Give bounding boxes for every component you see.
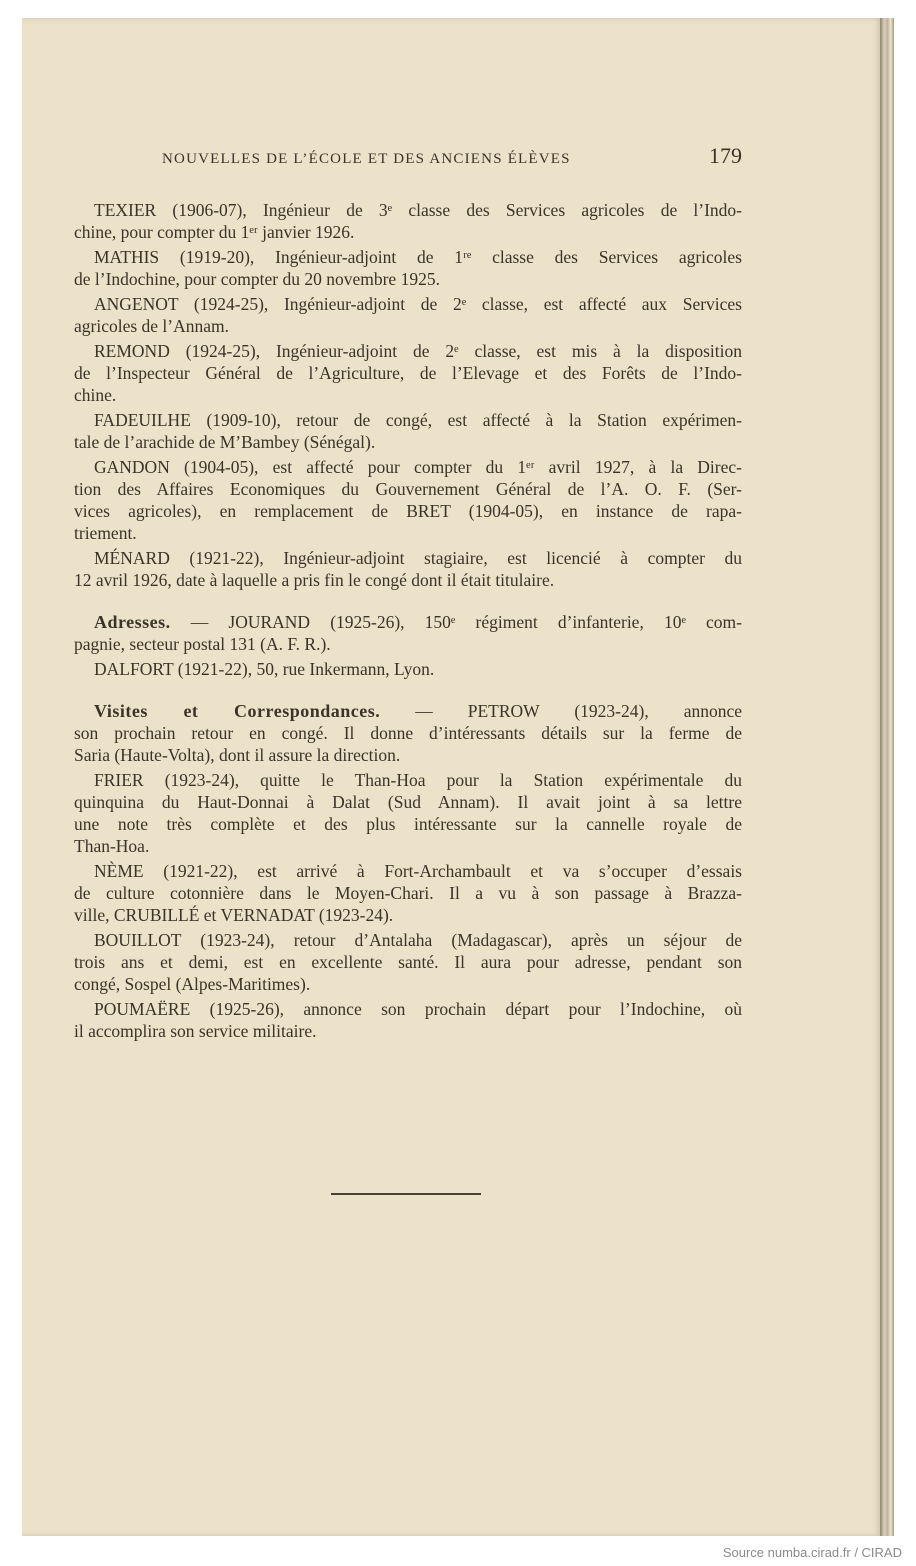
paragraph bbox=[74, 700, 742, 766]
text-line: congé, Sospel (Alpes-Maritimes). bbox=[74, 974, 311, 994]
text-line: ANGENOT (1924-25), Ingénieur-adjoint de 2ᵉ classe, est affecté aux Services bbox=[94, 294, 742, 314]
text-line: de culture cotonnière dans le Moyen-Chari. Il a vu à son passage à Brazza- bbox=[74, 883, 742, 903]
paragraph bbox=[74, 611, 742, 655]
paragraph bbox=[74, 293, 742, 337]
text-line: REMOND (1924-25), Ingénieur-adjoint de 2ᵉ classe, est mis à la disposition bbox=[94, 341, 742, 361]
section-rubric: Visites et Correspondances. bbox=[94, 701, 381, 721]
text-line: triement. bbox=[74, 523, 137, 543]
page-body bbox=[74, 196, 742, 1042]
paragraph bbox=[74, 769, 742, 857]
text-line: 12 avril 1926, date à laquelle a pris fin le congé dont il était titulaire. bbox=[74, 570, 555, 590]
page-edge bbox=[880, 18, 894, 1536]
page-header bbox=[162, 143, 742, 169]
text-line: MÉNARD (1921-22), Ingénieur-adjoint stagiaire, est licencié à compter du bbox=[94, 548, 742, 568]
text-line: de l’Inspecteur Général de l’Agriculture, de l’Elevage et des Forêts de l’Indo- bbox=[74, 363, 742, 383]
text-line: MATHIS (1919-20), Ingénieur-adjoint de 1ʳᵉ classe des Services agricoles bbox=[94, 247, 742, 267]
end-rule bbox=[331, 1193, 481, 1195]
paragraph bbox=[74, 199, 742, 243]
paragraph bbox=[74, 409, 742, 453]
text-line: une note très complète et des plus intéressante sur la cannelle royale de bbox=[74, 814, 742, 834]
text-line: NÈME (1921-22), est arrivé à Fort-Archambault et va s’occuper d’essais bbox=[94, 861, 742, 881]
paragraph bbox=[74, 246, 742, 290]
text-line: il accomplira son service militaire. bbox=[74, 1021, 317, 1041]
paragraph bbox=[74, 860, 742, 926]
text-line: chine, pour compter du 1ᵉʳ janvier 1926. bbox=[74, 222, 355, 242]
text-line bbox=[74, 700, 742, 722]
text-line: Saria (Haute-Volta), dont il assure la direction. bbox=[74, 745, 401, 765]
paragraph bbox=[74, 547, 742, 591]
paragraph bbox=[74, 929, 742, 995]
paragraph bbox=[74, 998, 742, 1042]
visites-section bbox=[74, 700, 742, 1042]
text-line: quinquina du Haut-Donnai à Dalat (Sud Annam). Il avait joint à sa lettre bbox=[74, 792, 742, 812]
text-line: FADEUILHE (1909-10), retour de congé, est affecté à la Station expérimen- bbox=[94, 410, 742, 430]
text-line: Than-Hoa. bbox=[74, 836, 150, 856]
text-line: vices agricoles), en remplacement de BRET (1904-05), en instance de rapa- bbox=[74, 501, 742, 521]
text-line: DALFORT (1921-22), 50, rue Inkermann, Lyon. bbox=[94, 659, 435, 679]
text-line: GANDON (1904-05), est affecté pour compter du 1ᵉʳ avril 1927, à la Direc- bbox=[94, 457, 742, 477]
nominations-section bbox=[74, 199, 742, 591]
text-line bbox=[74, 611, 742, 633]
text-line: son prochain retour en congé. Il donne d’intéressants détails sur la ferme de bbox=[74, 723, 742, 743]
text-run: — PETROW (1923-24), annonce bbox=[380, 701, 742, 721]
paragraph bbox=[74, 340, 742, 406]
text-line: tion des Affaires Economiques du Gouvernement Général de l’A. O. F. (Ser- bbox=[74, 479, 742, 499]
section-rubric: Adresses. bbox=[94, 612, 171, 632]
text-line: pagnie, secteur postal 131 (A. F. R.). bbox=[74, 634, 331, 654]
adresses-section bbox=[74, 611, 742, 680]
text-line: de l’Indochine, pour compter du 20 novembre 1925. bbox=[74, 269, 440, 289]
source-credit: Source numba.cirad.fr / CIRAD bbox=[722, 1545, 902, 1560]
text-line: TEXIER (1906-07), Ingénieur de 3ᵉ classe des Services agricoles de l’Indo- bbox=[94, 200, 742, 220]
text-line: agricoles de l’Annam. bbox=[74, 316, 230, 336]
running-title: NOUVELLES DE L’ÉCOLE ET DES ANCIENS ÉLÈVES bbox=[162, 151, 571, 167]
paragraph bbox=[74, 456, 742, 544]
paragraph bbox=[74, 658, 742, 680]
text-line: trois ans et demi, est en excellente santé. Il aura pour adresse, pendant son bbox=[74, 952, 742, 972]
text-line: POUMAËRE (1925-26), annonce son prochain départ pour l’Indochine, où bbox=[94, 999, 742, 1019]
text-line: FRIER (1923-24), quitte le Than-Hoa pour la Station expérimentale du bbox=[94, 770, 742, 790]
text-line: BOUILLOT (1923-24), retour d’Antalaha (Madagascar), après un séjour de bbox=[94, 930, 742, 950]
page-number: 179 bbox=[709, 143, 742, 168]
text-run: — JOURAND (1925-26), 150ᵉ régiment d’infanterie, 10ᵉ com- bbox=[170, 612, 742, 632]
text-line: ville, CRUBILLÉ et VERNADAT (1923-24). bbox=[74, 905, 394, 925]
text-line: tale de l’arachide de M’Bambey (Sénégal). bbox=[74, 432, 376, 452]
text-line: chine. bbox=[74, 385, 117, 405]
